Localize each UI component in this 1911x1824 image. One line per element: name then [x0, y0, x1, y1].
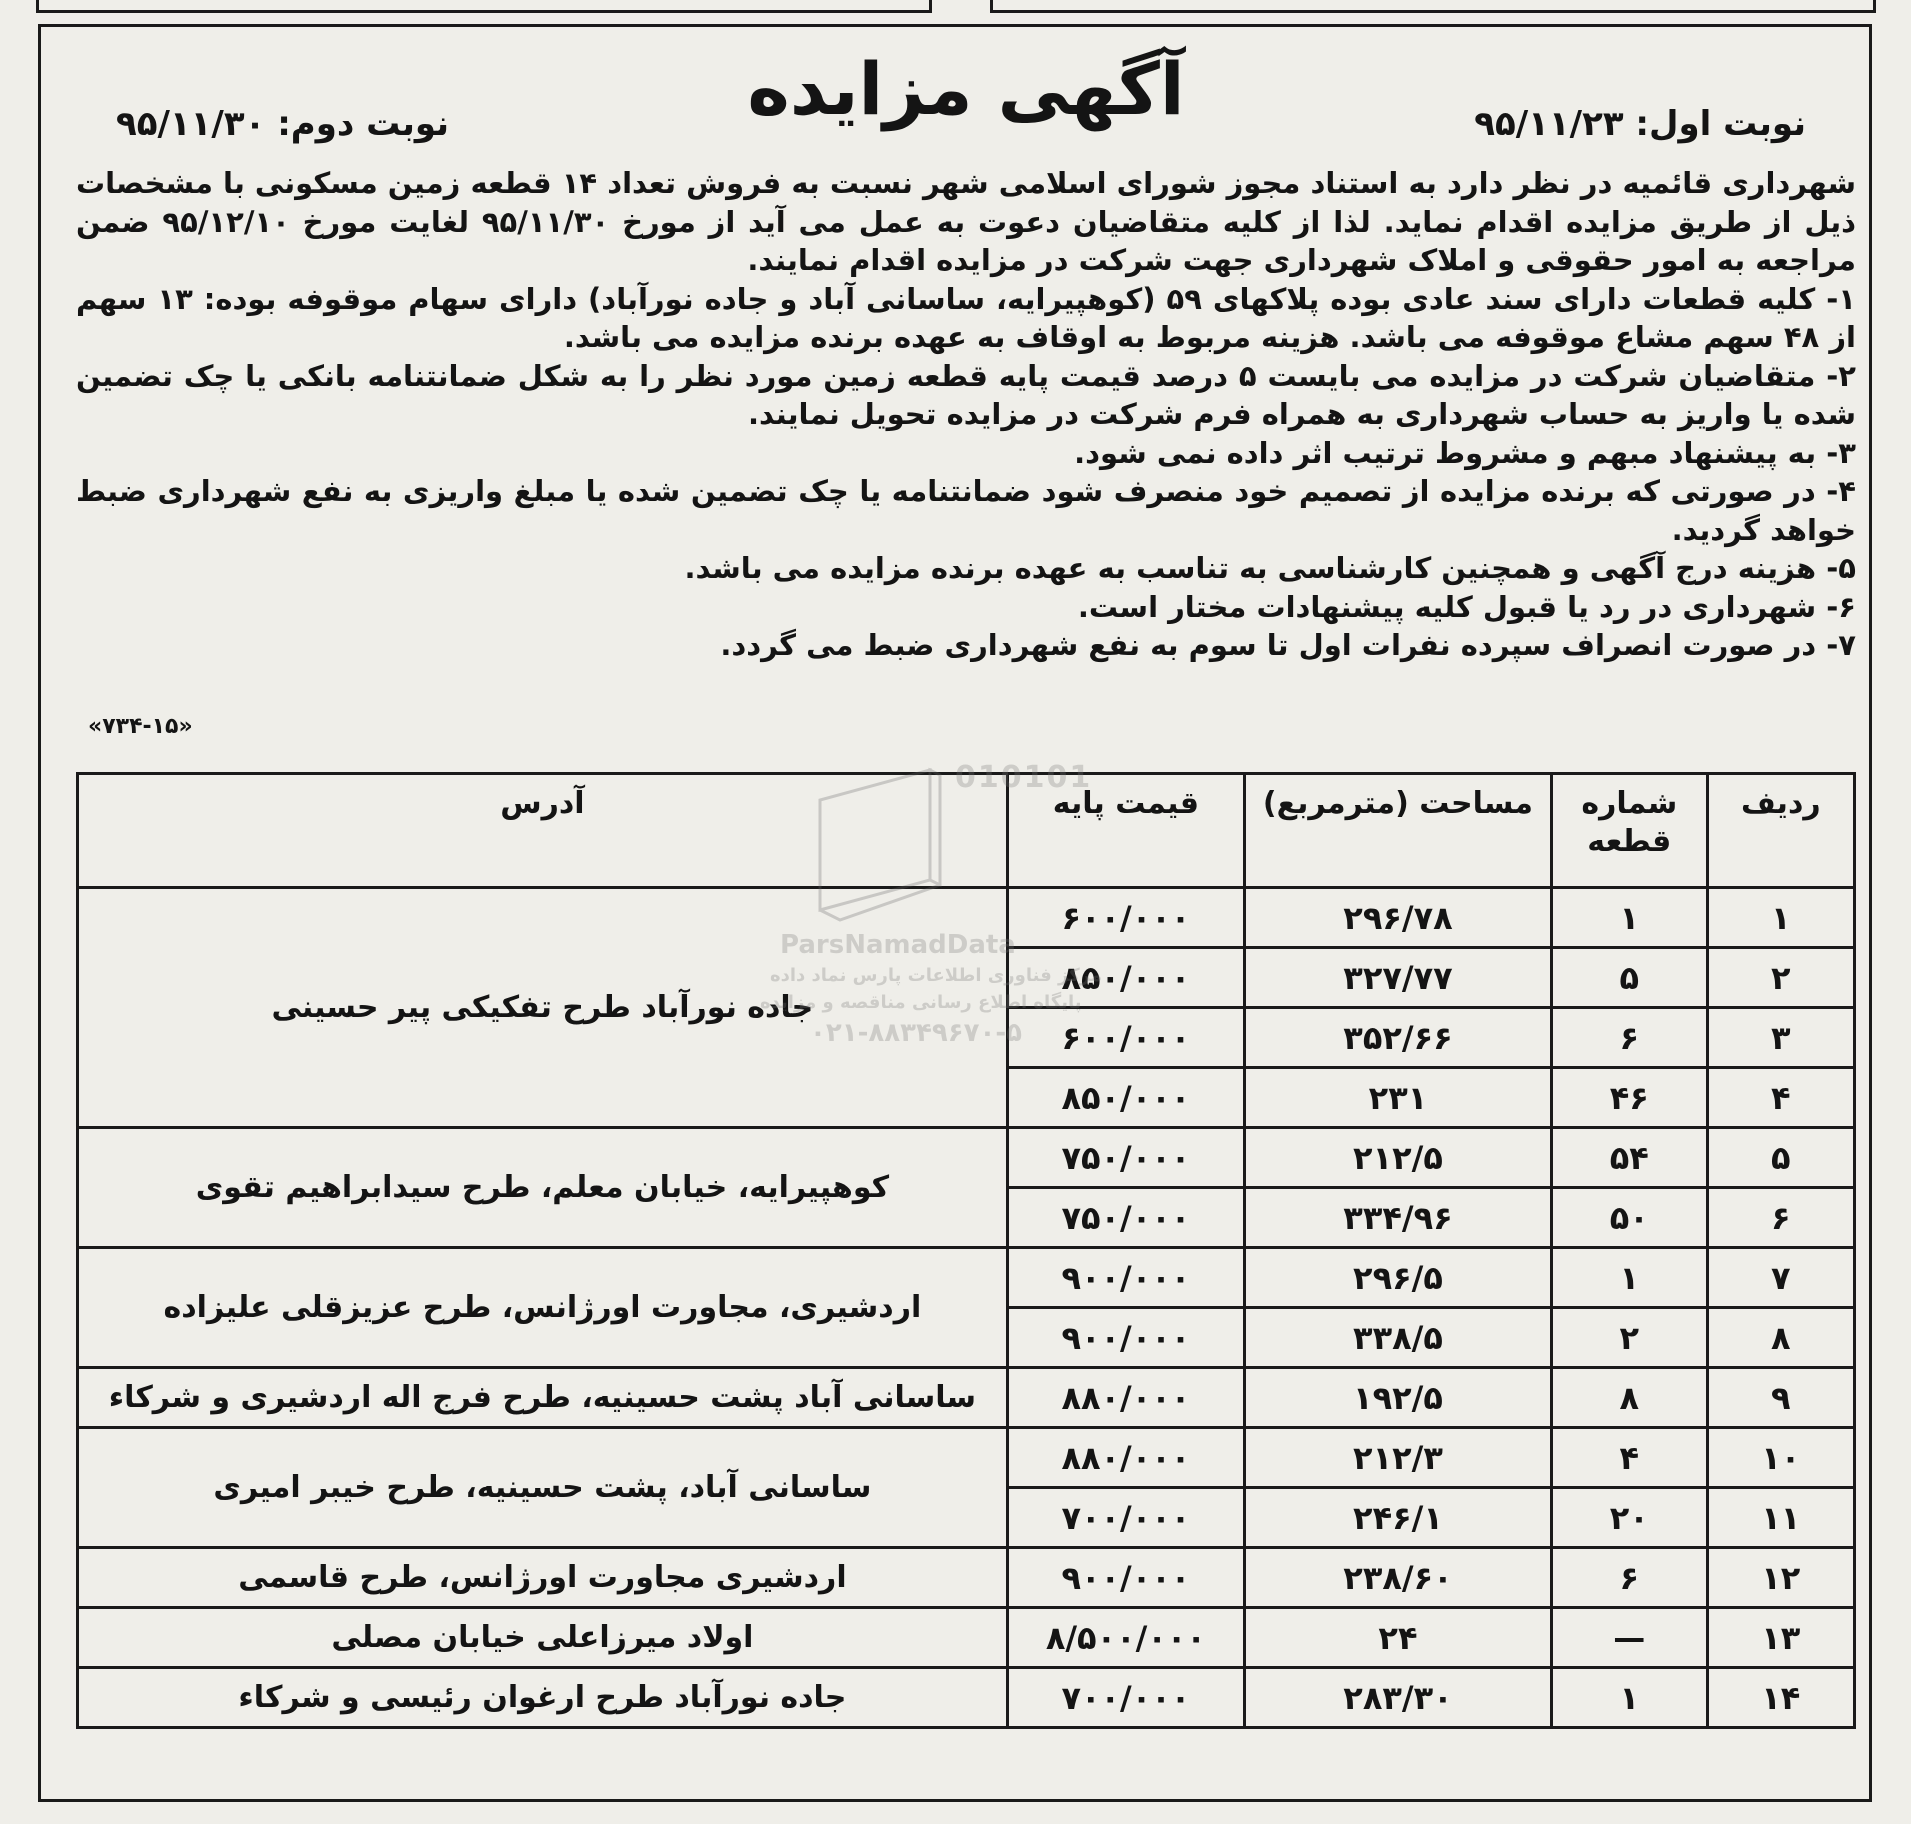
- base-price: ۸۸۰/۰۰۰: [1007, 1368, 1244, 1428]
- address: جاده نورآباد طرح تفکیکی پیر حسینی: [78, 888, 1008, 1128]
- base-price: ۹۰۰/۰۰۰: [1007, 1548, 1244, 1608]
- lot-number: ۴۶: [1551, 1068, 1707, 1128]
- condition-2: ۲- متقاضیان شرکت در مزایده می بایست ۵ درصد قیمت پایه قطعه زمین مورد نظر را به شکل ضمانتنامه بانکی یا چک تضمین شده یا واریز به حساب شهرداری به همراه فرم شرکت در مزایده تحویل نمایند.: [76, 358, 1856, 431]
- area: ۳۳۴/۹۶: [1244, 1188, 1551, 1248]
- watermark-line2: پایگاه اطلاع رسانی مناقصه و مزایده: [760, 992, 1082, 1013]
- table-row: [78, 888, 1855, 948]
- row-number: ۱: [1707, 888, 1854, 948]
- row-number: ۱۱: [1707, 1488, 1854, 1548]
- watermark-line1: مرکز فناوری اطلاعات پارس نماد داده: [770, 965, 1103, 986]
- row-number: ۹: [1707, 1368, 1854, 1428]
- area: ۲۳۸/۶۰: [1244, 1548, 1551, 1608]
- table-row: [78, 1428, 1855, 1488]
- lot-number: ۱: [1551, 1668, 1707, 1728]
- header-lot-number: شماره قطعه: [1551, 774, 1707, 888]
- table-row: [78, 1248, 1855, 1308]
- top-strip: [0, 0, 1911, 16]
- area: ۲۹۶/۵: [1244, 1248, 1551, 1308]
- row-number: ۴: [1707, 1068, 1854, 1128]
- reference-code: «۷۳۴-۱۵»: [88, 714, 193, 739]
- address: اولاد میرزاعلی خیابان مصلی: [78, 1608, 1008, 1668]
- top-box-right: [990, 0, 1876, 13]
- row-number: ۱۰: [1707, 1428, 1854, 1488]
- auction-notice: [76, 24, 1856, 1794]
- row-number: ۱۲: [1707, 1548, 1854, 1608]
- lot-number: ۸: [1551, 1368, 1707, 1428]
- area: ۲۸۳/۳۰: [1244, 1668, 1551, 1728]
- base-price: ۹۰۰/۰۰۰: [1007, 1308, 1244, 1368]
- base-price: ۶۰۰/۰۰۰: [1007, 1008, 1244, 1068]
- second-round-date: نوبت دوم: ۹۵/۱۱/۳۰: [116, 104, 449, 144]
- notice-title: آگهی مزایده: [747, 47, 1185, 131]
- base-price: ۸۵۰/۰۰۰: [1007, 948, 1244, 1008]
- base-price: ۷۰۰/۰۰۰: [1007, 1488, 1244, 1548]
- lot-number: ۴: [1551, 1428, 1707, 1488]
- address: اردشیری، مجاورت اورژانس، طرح عزیزقلی علیزاده: [78, 1248, 1008, 1368]
- watermark-brand: ParsNamadData: [780, 930, 1016, 960]
- table-row: [78, 1608, 1855, 1668]
- base-price: ۸۵۰/۰۰۰: [1007, 1068, 1244, 1128]
- condition-3: ۳- به پیشنهاد مبهم و مشروط ترتیب اثر داده نمی شود.: [1074, 435, 1856, 470]
- intro-paragraph: شهرداری قائمیه در نظر دارد به استناد مجوز شورای اسلامی شهر نسبت به فروش تعداد ۱۴ قطعه زمین مسکونی با مشخصات ذیل از طریق مزایده اقدام نماید. لذا از کلیه متقاضیان دعوت به عمل می آید از مورخ ۹۵/۱۱/۳۰ لغایت مورخ ۹۵/۱۲/۱۰ ضمن مراجعه به امور حقوقی و املاک شهرداری جهت شرکت در مزایده اقدام نمایند.: [75, 166, 1856, 277]
- address: اردشیری مجاورت اورژانس، طرح قاسمی: [78, 1548, 1008, 1608]
- top-box-left: [36, 0, 932, 13]
- address: کوهپیرایه، خیابان معلم، طرح سیدابراهیم تقوی: [78, 1128, 1008, 1248]
- area: ۳۵۲/۶۶: [1244, 1008, 1551, 1068]
- row-number: ۸: [1707, 1308, 1854, 1368]
- lots-table: [76, 772, 1856, 1729]
- area: ۳۳۸/۵: [1244, 1308, 1551, 1368]
- row-number: ۵: [1707, 1128, 1854, 1188]
- condition-5: ۵- هزینه درج آگهی و همچنین کارشناسی به تناسب به عهده برنده مزایده می باشد.: [684, 551, 1856, 585]
- header-address: آدرس: [78, 774, 1008, 888]
- lot-number: ۵: [1551, 948, 1707, 1008]
- condition-1: ۱- کلیه قطعات دارای سند عادی بوده پلاکهای ۵۹ (کوهپیرایه، ساسانی آباد و جاده نورآباد) دارای سهام موقوفه بوده: ۱۳ سهم از ۴۸ سهم مشاع موقوفه می باشد. هزینه مربوط به اوقاف به عهده برنده مزایده می باشد.: [76, 281, 1856, 354]
- row-number: ۱۴: [1707, 1668, 1854, 1728]
- notice-body: [76, 164, 1856, 665]
- condition-7: ۷- در صورت انصراف سپرده نفرات اول تا سوم به نفع شهرداری ضبط می گردد.: [720, 628, 1856, 662]
- base-price: ۶۰۰/۰۰۰: [1007, 888, 1244, 948]
- row-number: ۲: [1707, 948, 1854, 1008]
- area: ۲۴: [1244, 1608, 1551, 1668]
- area: ۲۳۱: [1244, 1068, 1551, 1128]
- base-price: ۷۵۰/۰۰۰: [1007, 1188, 1244, 1248]
- lot-number: ۶: [1551, 1548, 1707, 1608]
- lot-number: ۲۰: [1551, 1488, 1707, 1548]
- row-number: ۶: [1707, 1188, 1854, 1248]
- header-base-price: قیمت پایه: [1007, 774, 1244, 888]
- address: جاده نورآباد طرح ارغوان رئیسی و شرکاء: [78, 1668, 1008, 1728]
- table-header-row: [78, 774, 1855, 888]
- table-row: [78, 1128, 1855, 1188]
- lot-number: ۱: [1551, 1248, 1707, 1308]
- lot-number: ۲: [1551, 1308, 1707, 1368]
- condition-4: ۴- در صورتی که برنده مزایده از تصمیم خود منصرف شود ضمانتنامه یا چک تضمین شده یا مبلغ واریزی به نفع شهرداری ضبط خواهد گردید.: [76, 474, 1856, 547]
- lot-number: ۶: [1551, 1008, 1707, 1068]
- base-price: ۸/۵۰۰/۰۰۰: [1007, 1608, 1244, 1668]
- table-row: [78, 1548, 1855, 1608]
- lot-number: ۱: [1551, 888, 1707, 948]
- base-price: ۷۰۰/۰۰۰: [1007, 1668, 1244, 1728]
- lot-number: ۵۰: [1551, 1188, 1707, 1248]
- lot-number: —: [1551, 1608, 1707, 1668]
- header-row-number: ردیف: [1707, 774, 1854, 888]
- row-number: ۷: [1707, 1248, 1854, 1308]
- condition-6: ۶- شهرداری در رد یا قبول کلیه پیشنهادات مختار است.: [1077, 589, 1856, 624]
- area: ۱۹۲/۵: [1244, 1368, 1551, 1428]
- base-price: ۷۵۰/۰۰۰: [1007, 1128, 1244, 1188]
- table-row: [78, 1668, 1855, 1728]
- area: ۲۱۲/۵: [1244, 1128, 1551, 1188]
- watermark-digits: 010101: [955, 760, 1093, 795]
- row-number: ۱۳: [1707, 1608, 1854, 1668]
- base-price: ۹۰۰/۰۰۰: [1007, 1248, 1244, 1308]
- area: ۲۹۶/۷۸: [1244, 888, 1551, 948]
- first-round-date: نوبت اول: ۹۵/۱۱/۲۳: [1474, 104, 1806, 144]
- address: ساسانی آباد، پشت حسینیه، طرح خیبر امیری: [78, 1428, 1008, 1548]
- area: ۲۱۲/۳: [1244, 1428, 1551, 1488]
- header-area: مساحت (مترمربع): [1244, 774, 1551, 888]
- area: ۲۴۶/۱: [1244, 1488, 1551, 1548]
- address: ساسانی آباد پشت حسینیه، طرح فرج اله اردشیری و شرکاء: [78, 1368, 1008, 1428]
- area: ۳۲۷/۷۷: [1244, 948, 1551, 1008]
- base-price: ۸۸۰/۰۰۰: [1007, 1428, 1244, 1488]
- table-row: [78, 1368, 1855, 1428]
- lot-number: ۵۴: [1551, 1128, 1707, 1188]
- row-number: ۳: [1707, 1008, 1854, 1068]
- watermark-phone: ۰۲۱-۸۸۳۴۹۶۷۰-۵: [810, 1018, 1023, 1048]
